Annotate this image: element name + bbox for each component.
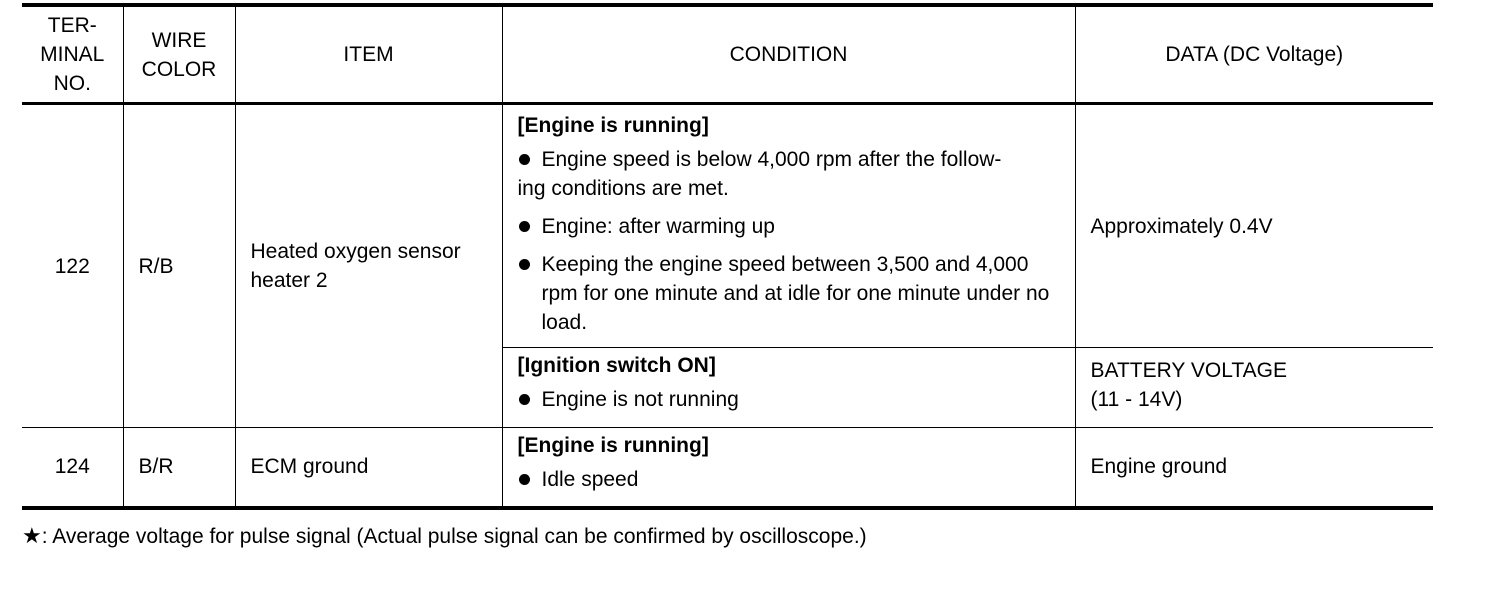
data-cell: Engine ground	[1075, 428, 1433, 508]
footnote-text: : Average voltage for pulse signal (Actual pulse signal can be confirmed by oscilloscope.)	[41, 525, 867, 548]
condition-bullet	[518, 250, 1067, 337]
star-icon: ★	[22, 523, 42, 548]
data-cell: Approximately 0.4V	[1075, 104, 1433, 348]
header-row	[22, 5, 1433, 104]
terminal-cell: 122	[22, 104, 123, 428]
header-terminal-no: TER- MINAL NO.	[22, 5, 123, 104]
bullet-icon	[519, 394, 530, 405]
condition-heading: [Ignition switch ON]	[517, 354, 716, 377]
condition-heading: [Engine is running]	[517, 434, 709, 457]
condition-bullets	[518, 465, 1067, 494]
condition-cell	[502, 348, 1075, 428]
condition-cell	[502, 104, 1075, 348]
item-text: Heated oxygen sensor heater 2	[250, 240, 461, 292]
condition-bullet	[518, 212, 1067, 241]
item-cell	[235, 104, 502, 428]
wire-color-cell: R/B	[123, 104, 235, 428]
condition-bullet	[518, 465, 1067, 494]
bullet-text: Idle speed	[541, 468, 639, 491]
table-row	[22, 428, 1433, 508]
condition-bullet	[518, 385, 1067, 414]
header-condition: CONDITION	[502, 5, 1075, 104]
bullet-text: Engine is not running	[541, 388, 739, 411]
terminal-cell: 124	[22, 428, 123, 508]
condition-bullets	[518, 145, 1067, 337]
bullet-text: Engine speed is below 4,000 rpm after the follow- ing conditions are met.	[517, 148, 1002, 200]
bullet-icon	[519, 259, 530, 270]
condition-bullet	[518, 145, 1067, 203]
terminal-table	[22, 3, 1433, 510]
bullet-text: Engine: after warming up	[541, 215, 775, 238]
header-wire-color: WIRE COLOR	[123, 5, 235, 104]
item-cell: ECM ground	[235, 428, 502, 508]
condition-bullets	[518, 385, 1067, 414]
header-data: DATA (DC Voltage)	[1075, 5, 1433, 104]
terminal-table-container	[22, 3, 1433, 510]
header-item: ITEM	[235, 5, 502, 104]
condition-heading: [Engine is running]	[517, 114, 709, 137]
bullet-icon	[519, 154, 530, 165]
condition-cell	[502, 428, 1075, 508]
wire-color-cell: B/R	[123, 428, 235, 508]
footnote	[22, 522, 867, 551]
data-cell: BATTERY VOLTAGE (11 - 14V)	[1075, 348, 1433, 428]
bullet-icon	[519, 474, 530, 485]
bullet-icon	[519, 221, 530, 232]
table-row	[22, 104, 1433, 348]
bullet-text: Keeping the engine speed between 3,500 and 4,000 rpm for one minute and at idle for one minute under no load.	[541, 253, 1050, 334]
